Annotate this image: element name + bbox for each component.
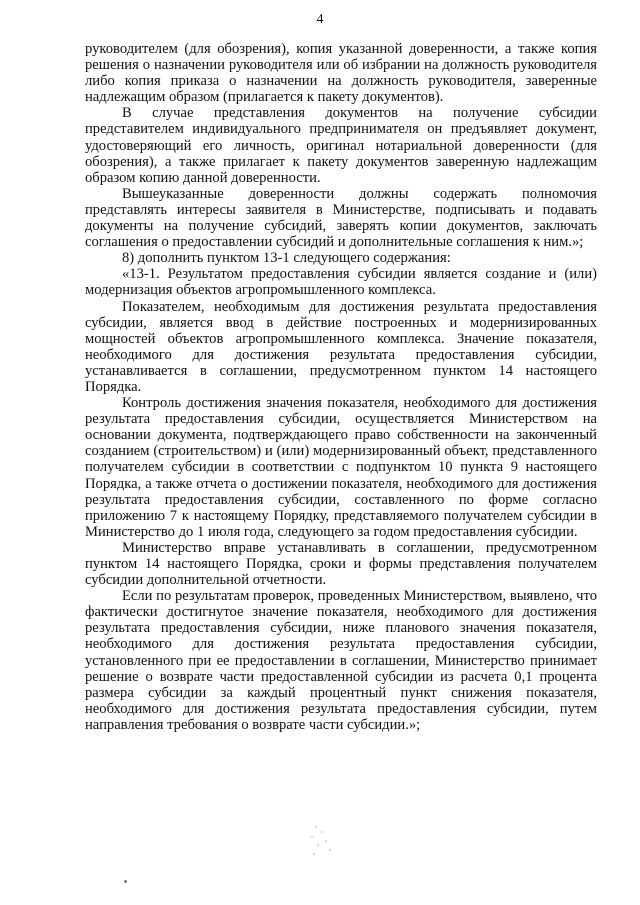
- page-number: 4: [316, 12, 324, 27]
- scan-speckle: [305, 822, 345, 862]
- paragraph-indicator: Показателем, необходимым для достижения результата предоставления субсидии, является ввод в действие построенных и модернизированных мощностей объектов агропромышленного комплекса. Значение показателя, необходимого для достижения результата предоставления субсидии, устанавливается в соглашении, предусмотренном пунктом 14 настоящего Порядка.: [85, 298, 597, 395]
- paragraph-clause-13-1: «13-1. Результатом предоставления субсидии является создание и (или) модернизация объектов агропромышленного комплекса.: [85, 266, 597, 299]
- document-body: [85, 41, 597, 733]
- paragraph-continuation: руководителем (для обозрения), копия указанной доверенности, а также копия решения о назначении руководителя или об избрании на должность руководителя либо копия приказа о назначении на должность руководителя, заверенные надлежащим образом (прилагается к пакету документов).: [85, 41, 597, 106]
- paragraph-representative: В случае представления документов на получение субсидии представителем индивидуального предпринимателя он предъявляет документ, удостоверяющий его личность, оригинал нотариальной доверенности (для обозрения), а также прилагает к пакету документов заверенную надлежащим образом копию данной доверенности.: [85, 105, 597, 186]
- paragraph-additional-reporting: Министерство вправе устанавливать в соглашении, предусмотренном пунктом 14 настоящего Порядка, сроки и формы представления получателем субсидии дополнительной отчетности.: [85, 539, 597, 589]
- paragraph-refund: Если по результатам проверок, проведенных Министерством, выявлено, что фактически достигнутое значение показателя, необходимого для достижения результата предоставления субсидии, ниже планового значения показателя, необходимого для достижения результата предоставления субсидии, установленного при ее предоставлении в соглашении, Министерство принимает решение о возврате части предоставленной субсидии из расчета 0,1 процента размера субсидии за каждый процентный пункт снижения показателя, необходимого для достижения результата предоставления субсидии, путем направления требования о возврате части субсидии.»;: [85, 588, 597, 733]
- paragraph-item-8: 8) дополнить пунктом 13-1 следующего содержания:: [122, 250, 451, 267]
- paragraph-control: Контроль достижения значения показателя, необходимого для достижения результата предоставления субсидии, осуществляется Министерством на основании документа, подтверждающего право собственности на законченный созданием (строительством) и (или) модернизированный объект, представленного получателем субсидии в соответствии с подпунктом 10 пункта 9 настоящего Порядка, а также отчета о достижении показателя, необходимого для достижения результата предоставления субсидии, составленного по форме согласно приложению 7 к настоящему Порядку, представляемого получателем субсидии в Министерство до 1 июля года, следующего за годом предоставления субсидии.: [85, 395, 597, 540]
- scan-mark: [124, 880, 127, 883]
- paragraph-powers-of-attorney: Вышеуказанные доверенности должны содержать полномочия представлять интересы заявителя в Министерстве, подписывать и подавать документы на получение субсидий, заверять копии документов, заключать соглашения о предоставлении субсидий и дополнительные соглашения к ним.»;: [85, 185, 597, 251]
